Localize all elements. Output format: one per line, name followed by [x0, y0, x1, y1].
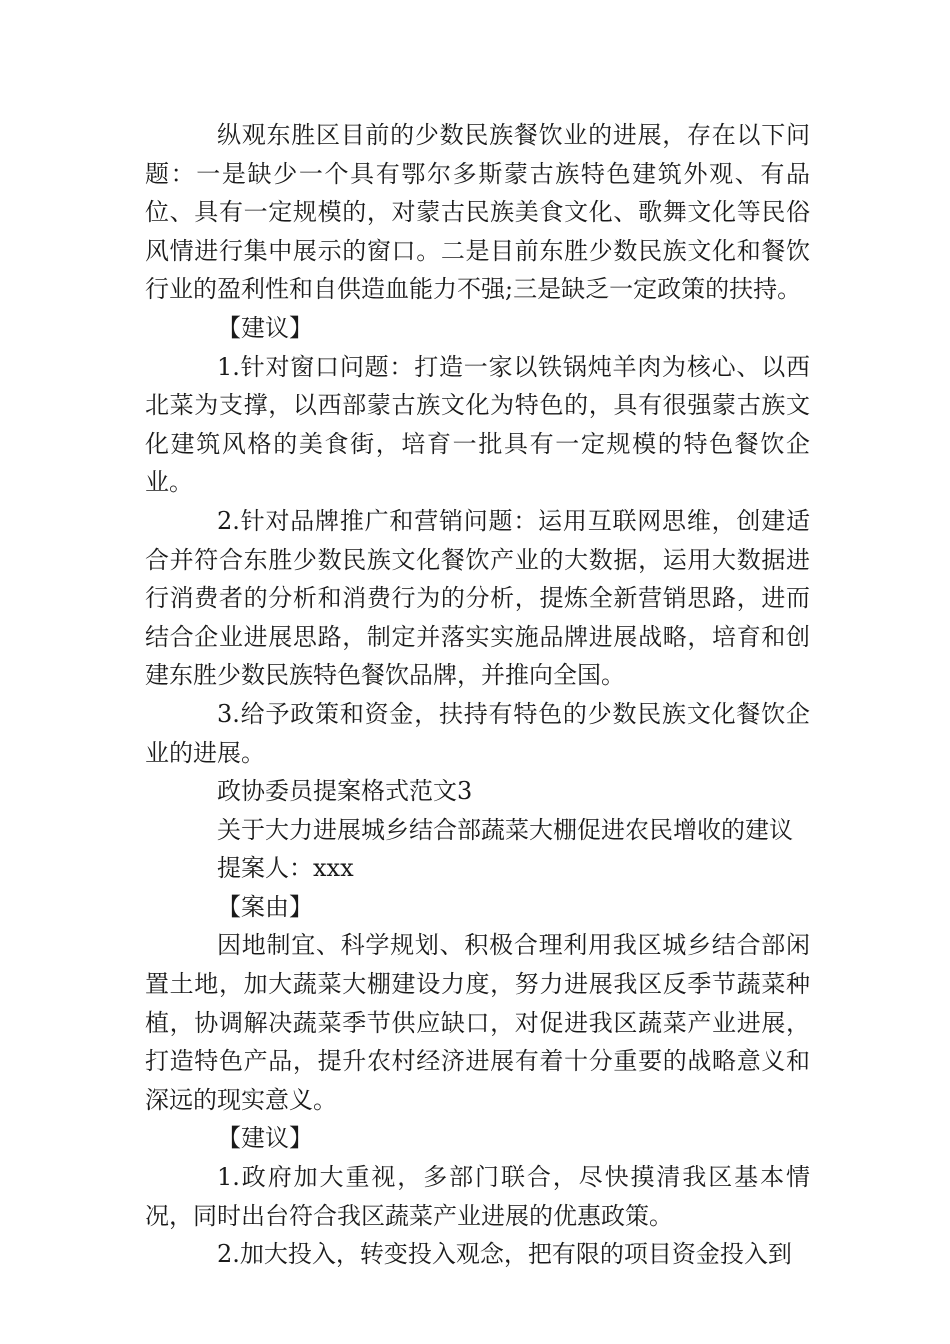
section-title: 政协委员提案格式范文3 — [217, 777, 473, 806]
paragraph-case: 因地制宜、科学规划、积极合理利用我区城乡结合部闲置土地，加大蔬菜大棚建设力度，努力进展我区反季节蔬菜种植，协调解决蔬菜季节供应缺口，对促进我区蔬菜产业进展，打造特色产品，提升农村经济进展有着十分重要的战略意义和深远的现实意义。 — [145, 931, 810, 1114]
heading-case: 【案由】 — [217, 892, 313, 921]
paragraph-suggestion-2-2: 2.加大投入，转变投入观念，把有限的项目资金投入到 — [217, 1240, 792, 1269]
proposer-line: 提案人：xxx — [217, 854, 354, 883]
paragraph-suggestion-3: 3.给予政策和资金，扶持有特色的少数民族文化餐饮企业的进展。 — [145, 699, 810, 767]
paragraph-suggestion-1: 1.针对窗口问题：打造一家以铁锅炖羊肉为核心、以西北菜为支撑，以西部蒙古族文化为特色的，具有很强蒙古族文化建筑风格的美食街，培育一批具有一定规模的特色餐饮企业。 — [145, 352, 810, 497]
paragraph-suggestion-2: 2.针对品牌推广和营销问题：运用互联网思维，创建适合并符合东胜少数民族文化餐饮产业的大数据，运用大数据进行消费者的分析和消费行为的分析，提炼全新营销思路，进而结合企业进展思路，制定并落实实施品牌进展战略，培育和创建东胜少数民族特色餐饮品牌，并推向全国。 — [145, 506, 810, 690]
paragraph-suggestion-2-1: 1.政府加大重视，多部门联合，尽快摸清我区基本情况，同时出台符合我区蔬菜产业进展的优惠政策。 — [145, 1163, 810, 1230]
heading-suggestions-2: 【建议】 — [217, 1124, 313, 1153]
proposal-title: 关于大力进展城乡结合部蔬菜大棚促进农民增收的建议 — [217, 815, 793, 844]
paragraph-problems: 纵观东胜区目前的少数民族餐饮业的进展，存在以下问题：一是缺少一个具有鄂尔多斯蒙古族特色建筑外观、有品位、具有一定规模的，对蒙古民族美食文化、歌舞文化等民俗风情进行集中展示的窗口。二是目前东胜少数民族文化和餐饮行业的盈利性和自供造血能力不强;三是缺乏一定政策的扶持。 — [145, 121, 810, 304]
heading-suggestions: 【建议】 — [217, 313, 313, 342]
document-body — [145, 116, 810, 1274]
